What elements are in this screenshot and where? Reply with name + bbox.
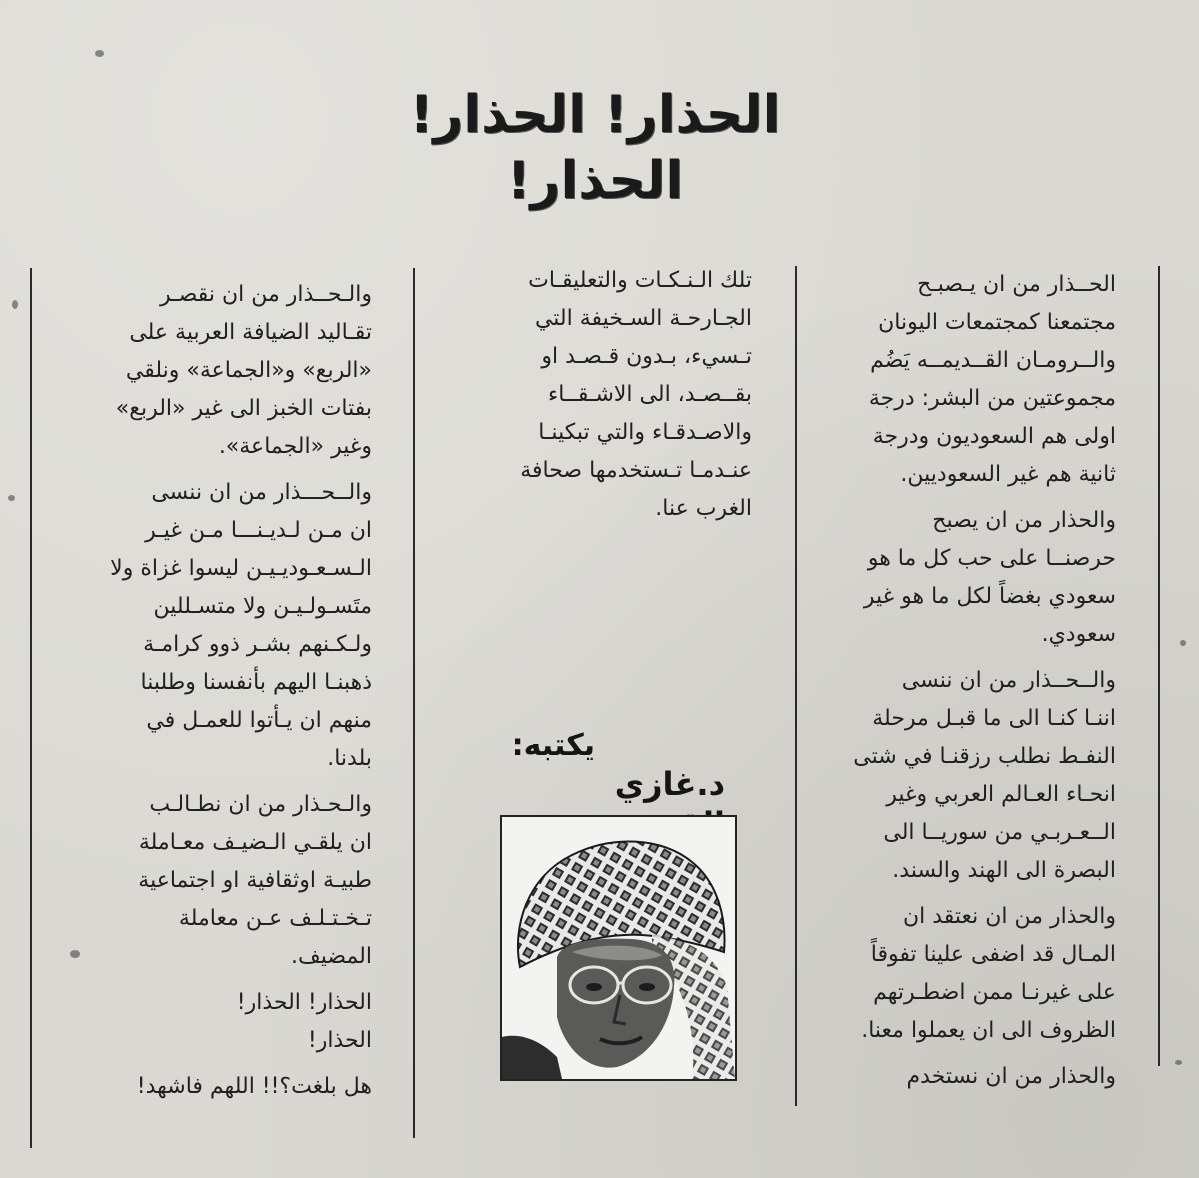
paper-speck bbox=[1180, 640, 1186, 646]
text-line: بلدنا. bbox=[327, 746, 372, 771]
text-line: منهم ان يـأتوا للعمـل في bbox=[146, 708, 372, 733]
paper-speck bbox=[1175, 1060, 1182, 1065]
text-line: متَسـولـيـن ولا متسـللين bbox=[153, 594, 372, 619]
paragraph bbox=[62, 984, 372, 1060]
paragraph bbox=[62, 474, 372, 778]
paper-speck bbox=[70, 950, 80, 958]
text-line: والحذار من ان نستخدم bbox=[906, 1064, 1116, 1089]
text-line: هل بلغت؟!! اللهم فاشهد! bbox=[136, 1074, 372, 1099]
text-line: الجـارحـة السـخيفة التي bbox=[534, 306, 752, 331]
text-line: الحذار! bbox=[307, 1028, 372, 1053]
text-line: والحذار من ان يصبح bbox=[932, 508, 1116, 533]
text-line: سعودي بغضاً لكل ما هو غير bbox=[863, 584, 1116, 609]
text-line: ثانية هم غير السعوديين. bbox=[900, 462, 1116, 487]
paragraph bbox=[828, 662, 1116, 890]
text-line: والـحــذار من ان نقصـر bbox=[160, 282, 372, 307]
text-line: على غيرنـا ممن اضطـرتهم bbox=[873, 980, 1116, 1005]
text-line: والـحـذار من ان نطـالـب bbox=[149, 792, 372, 817]
text-line: حرصنــا على حب كل ما هو bbox=[867, 546, 1116, 571]
text-line: والاصـدقـاء والتي تبكينـا bbox=[538, 420, 752, 445]
paragraph bbox=[828, 898, 1116, 1050]
text-line: مجتمعنا كمجتمعات اليونان bbox=[878, 310, 1116, 335]
text-line: ان يلقـي الـضيـف معـاملة bbox=[138, 830, 372, 855]
text-line: ذهبنـا اليهم بأنفسنا وطلبنا bbox=[140, 670, 372, 695]
column-rule-right-outer bbox=[1158, 266, 1160, 1066]
text-line: والــحــذار من ان ننسى bbox=[901, 668, 1116, 693]
text-line: تـخـتـلـف عـن معاملة bbox=[178, 906, 372, 931]
text-line: والحذار من ان نعتقد ان bbox=[902, 904, 1116, 929]
text-line: الحذار! الحذار! bbox=[236, 990, 372, 1015]
text-line: ان مـن لـديـنـــا مـن غيـر bbox=[145, 518, 372, 543]
paragraph bbox=[828, 1058, 1116, 1096]
text-line: الغرب عنا. bbox=[655, 496, 752, 521]
paragraph bbox=[62, 276, 372, 466]
author-photo bbox=[500, 815, 737, 1081]
text-line: مجموعتين من البشر: درجة bbox=[868, 386, 1116, 411]
text-line: انحـاء العـالم العربي وغير bbox=[886, 782, 1116, 807]
column-rule-left-outer bbox=[30, 268, 32, 1148]
text-line: وغير «الجماعة». bbox=[218, 434, 372, 459]
paragraph bbox=[828, 266, 1116, 494]
headline bbox=[380, 82, 810, 214]
text-line: ولـكـنهم بشـر ذوو كرامـة bbox=[143, 632, 372, 657]
text-line: تقـاليد الضيافة العربية على bbox=[129, 320, 372, 345]
article-column-left bbox=[62, 276, 372, 1114]
article-column-right bbox=[828, 266, 1116, 1104]
paper-speck bbox=[8, 495, 15, 501]
byline-label: يكتبه: bbox=[511, 728, 595, 763]
text-line: «الربع» و«الجماعة» ونلقي bbox=[125, 358, 372, 383]
text-line: النفـط نطلب رزقنـا في شتى bbox=[853, 744, 1116, 769]
article-column-middle bbox=[452, 262, 752, 536]
text-line: الــعـربـي من سوريــا الى bbox=[883, 820, 1116, 845]
text-line: المضيف. bbox=[290, 944, 372, 969]
paragraph bbox=[828, 502, 1116, 654]
text-line: الظروف الى ان يعملوا معنا. bbox=[861, 1018, 1116, 1043]
paragraph bbox=[452, 262, 752, 528]
text-line: بقــصـد، الى الاشـقــاء bbox=[547, 382, 752, 407]
text-line: سعودي. bbox=[1041, 622, 1116, 647]
text-line: والــحـــذار من ان ننسى bbox=[151, 480, 372, 505]
text-line: اولى هم السعوديون ودرجة bbox=[872, 424, 1116, 449]
text-line: بفتات الخبز الى غير «الربع» bbox=[115, 396, 372, 421]
headline-line-1: الحذار! الحذار! bbox=[409, 85, 781, 145]
text-line: تلك الـنـكـات والتعليقـات bbox=[528, 268, 752, 293]
paper-speck bbox=[12, 300, 18, 309]
text-line: تـسيء، بـدون قـصـد او bbox=[541, 344, 752, 369]
paragraph bbox=[62, 786, 372, 976]
column-rule-right-inner bbox=[795, 266, 797, 1106]
text-line: الـسـعـوديـيـن ليسوا غزاة ولا bbox=[110, 556, 372, 581]
author-portrait-icon bbox=[502, 817, 735, 1079]
text-line: اننـا كنـا الى ما قبـل مرحلة bbox=[872, 706, 1116, 731]
text-line: عنـدمـا تـستخدمها صحافة bbox=[520, 458, 752, 483]
headline-line-2: الحذار! bbox=[506, 151, 684, 211]
text-line: الحــذار من ان يـصبـح bbox=[917, 272, 1116, 297]
text-line: المـال قد اضفى علينا تفوقاً bbox=[870, 942, 1116, 967]
column-rule-left-inner bbox=[413, 268, 415, 1138]
paper-speck bbox=[95, 50, 104, 57]
author-name: د.غازي bbox=[614, 765, 725, 803]
text-line: البصرة الى الهند والسند. bbox=[892, 858, 1116, 883]
text-line: طبيـة اوثقافية او اجتماعية bbox=[138, 868, 372, 893]
paragraph bbox=[62, 1068, 372, 1106]
text-line: والــرومـان القــديمــه يَضُم bbox=[870, 348, 1116, 373]
